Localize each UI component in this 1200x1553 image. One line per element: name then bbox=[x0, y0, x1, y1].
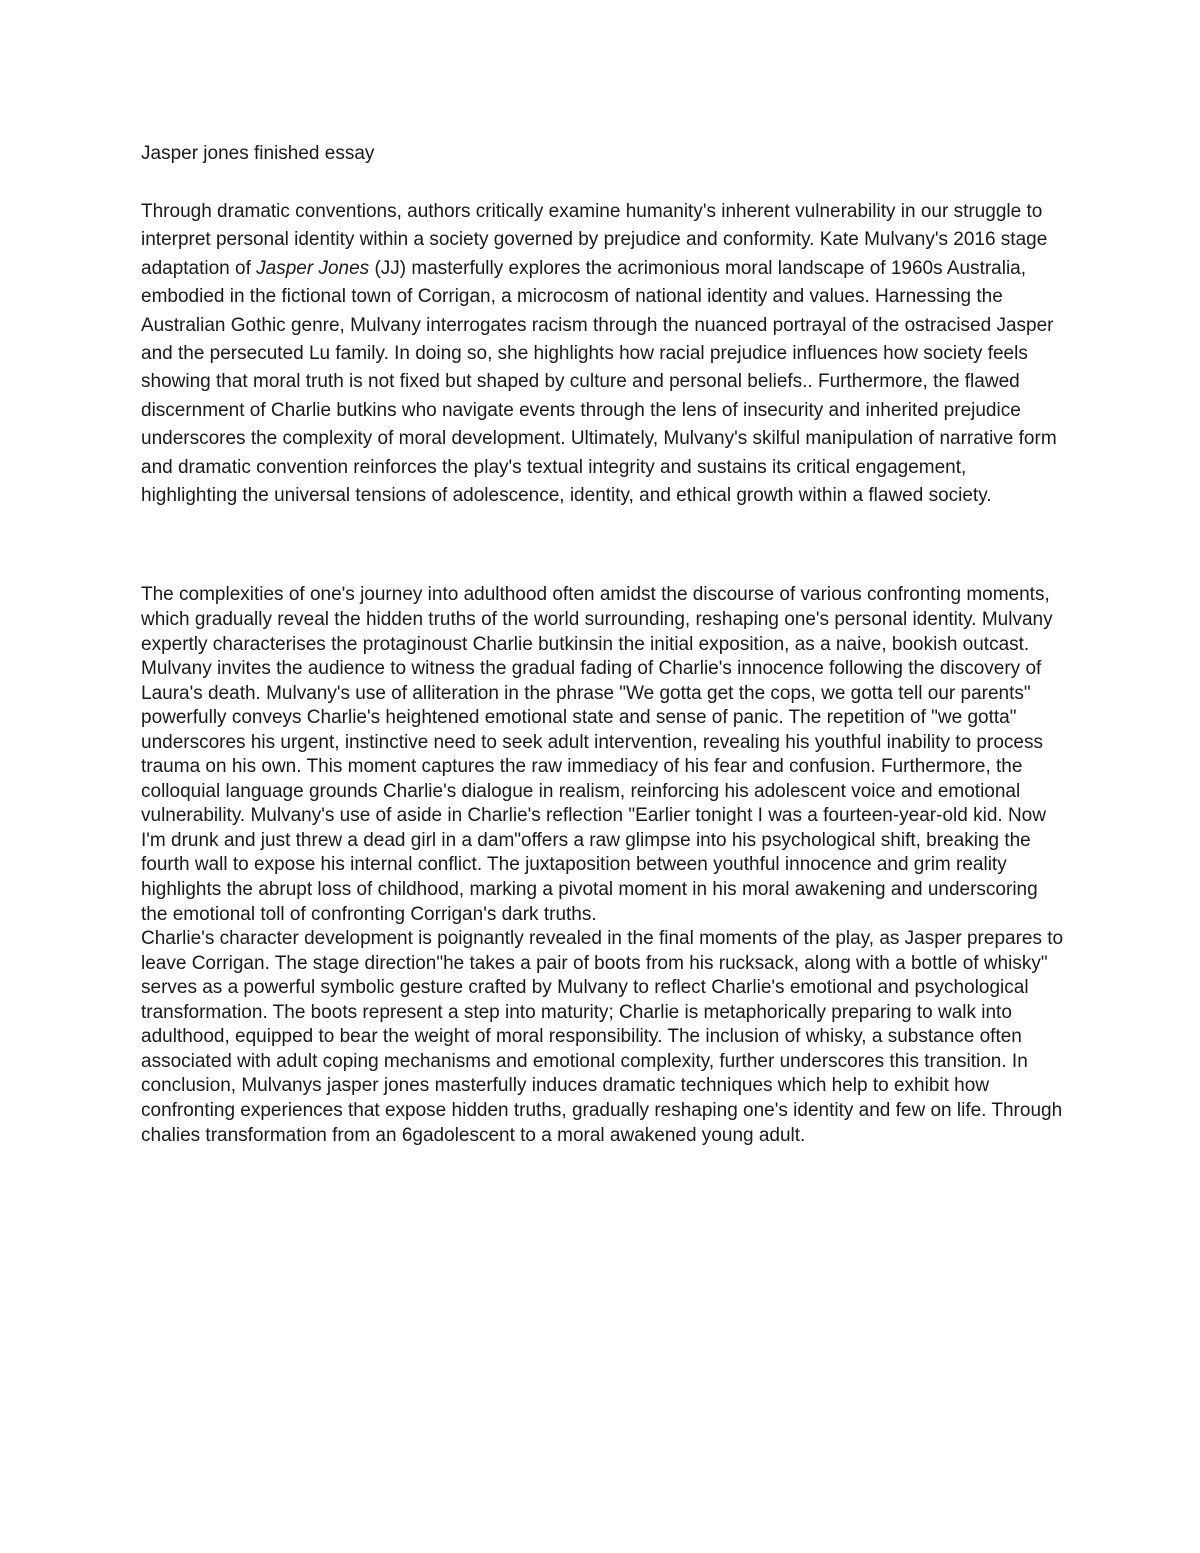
intro-paragraph bbox=[141, 198, 1066, 510]
play-title-italic: Jasper Jones bbox=[256, 257, 370, 279]
body-paragraph-2: Charlie's character development is poignantly revealed in the final moments of the play, as Jasper prepares to leave Corrigan. The stage direction"he takes a pair of boots from his rucksack, along with a bottle of whisky" serves as a powerful symbolic gesture crafted by Mulvany to reflect Charlie's emotional and psychological transformation. The boots represent a step into maturity; Charlie is metaphorically preparing to walk into adulthood, equipped to bear the weight of moral responsibility. The inclusion of whisky, a substance often associated with adult coping mechanisms and emotional complexity, further underscores this transition. In conclusion, Mulvanys jasper jones masterfully induces dramatic techniques which help to exhibit how confronting experiences that expose hidden truths, gradually reshaping one's identity and few on life. Through chalies transformation from an 6gadolescent to a moral awakened young adult. bbox=[141, 928, 1064, 1146]
document-body bbox=[141, 140, 1066, 1148]
body-paragraph-1: The complexities of one's journey into adulthood often amidst the discourse of various confronting moments, which gradually reveal the hidden truths of the world surrounding, reshaping one's personal identity. Mulvany expertly characterises the protaginoust Charlie butkinsin the initial exposition, as a naive, bookish outcast. Mulvany invites the audience to witness the gradual fading of Charlie's innocence following the discovery of Laura's death. Mulvany's use of alliteration in the phrase "We gotta get the cops, we gotta tell our parents" powerfully conveys Charlie's heightened emotional state and sense of panic. The repetition of "we gotta" underscores his urgent, instinctive need to seek adult intervention, revealing his youthful inability to process trauma on his own. This moment captures the raw immediacy of his fear and confusion. Furthermore, the colloquial language grounds Charlie's dialogue in realism, reinforcing his adolescent voice and emotional vulnerability. Mulvany's use of aside in Charlie's reflection "Earlier tonight I was a fourteen-year-old kid. Now I'm drunk and just threw a dead girl in a dam"offers a raw glimpse into his psychological shift, breaking the fourth wall to expose his internal conflict. The juxtaposition between youthful innocence and grim reality highlights the abrupt loss of childhood, marking a pivotal moment in his moral awakening and underscoring the emotional toll of confronting Corrigan's dark truths. bbox=[141, 584, 1053, 925]
document-title: Jasper jones finished essay bbox=[141, 143, 375, 164]
intro-text-end: (JJ) masterfully explores the acrimonious moral landscape of 1960s Australia, embodied in the fictional town of Corrigan, a microcosm of national identity and values. Harnessing the Australian Gothic genre, Mulvany interrogates racism through the nuanced portrayal of the ostracised Jasper and the persecuted Lu family. In doing so, she highlights how racial prejudice influences how society feels showing that moral truth is not fixed but shaped by culture and personal beliefs.. Furthermore, the flawed discernment of Charlie butkins who navigate events through the lens of insecurity and inherited prejudice underscores the complexity of moral development. Ultimately, Mulvany's skilful manipulation of narrative form and dramatic convention reinforces the play's textual integrity and sustains its critical engagement, highlighting the universal tensions of adolescence, identity, and ethical growth within a flawed society. bbox=[141, 257, 1057, 507]
intro-text-start: Through dramatic conventions, authors critically examine humanity's inherent vulnerability in our struggle to interpret personal identity within a society governed by prejudice and conformity. Kate Mulvany's 2016 stage adaptation of bbox=[141, 201, 1048, 279]
paragraph-gap bbox=[141, 510, 1066, 583]
